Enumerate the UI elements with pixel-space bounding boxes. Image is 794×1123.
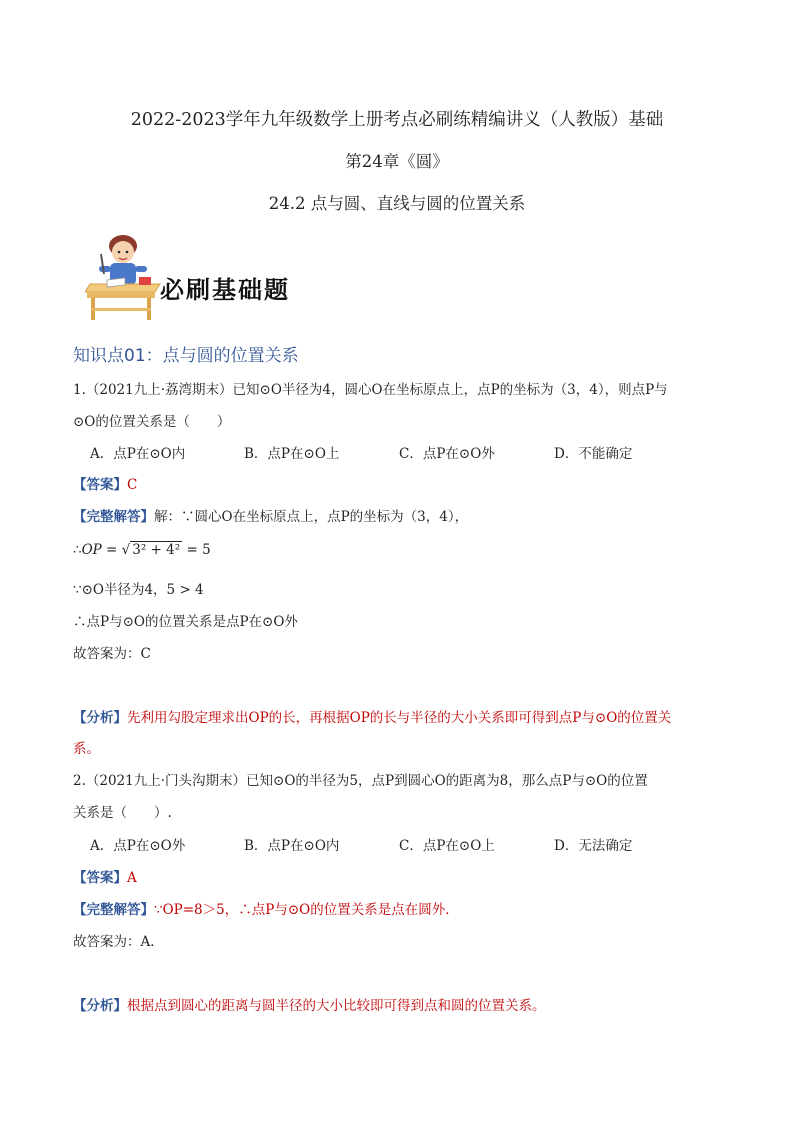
q2-option-d: D．无法确定	[554, 838, 633, 854]
q1-stem-line2: ⊙O的位置关系是（ ）	[73, 414, 231, 430]
q1-final-answer: 故答案为：C	[73, 646, 151, 662]
result: = 5	[182, 542, 211, 558]
q1-analysis-line1	[73, 706, 671, 726]
q1-solution-line4: ∴点P与⊙O的位置关系是点P在⊙O外	[73, 614, 298, 630]
q1-solution-line3: ∵⊙O半径为4，5 > 4	[73, 582, 204, 598]
solution-text: ∵OP=8＞5，∴点P与⊙O的位置关系是点在圆外．	[154, 902, 459, 918]
q1-option-d: D．不能确定	[554, 446, 633, 462]
q1-option-a: A．点P在⊙O内	[90, 446, 186, 462]
solution-tag: 【完整解答】	[73, 509, 154, 525]
q1-option-b: B．点P在⊙O上	[244, 446, 340, 462]
equals-sign: =	[101, 542, 122, 558]
q2-analysis-line1	[73, 994, 546, 1014]
answer-tag: 【答案】	[73, 870, 127, 886]
q2-option-c: C．点P在⊙O上	[399, 838, 495, 854]
solution-tag: 【完整解答】	[73, 902, 154, 918]
solution-text: 解：∵圆心O在坐标原点上，点P的坐标为（3，4），	[154, 509, 469, 525]
analysis-tag: 【分析】	[73, 998, 127, 1014]
q2-option-b: B．点P在⊙O内	[244, 838, 340, 854]
q1-solution-line2: ∴OP = √ 3² + 4² = 5	[73, 542, 211, 558]
analysis-text: 根据点到圆心的距离与圆半径的大小比较即可得到点和圆的位置关系。	[127, 998, 546, 1014]
q2-solution-line1	[73, 898, 459, 918]
q2-final-answer: 故答案为：A．	[73, 934, 164, 950]
q2-stem-line2: 关系是（ ）.	[73, 805, 172, 821]
logo-text: 必刷基础题	[160, 275, 290, 304]
therefore-symbol: ∴	[73, 542, 82, 558]
op-variable: OP	[81, 542, 102, 558]
sqrt-expression: 3² + 4²	[132, 542, 181, 558]
chapter-title: 第24章《圆》	[345, 152, 449, 171]
q2-stem-line1: 2.（2021九上·门头沟期末）已知⊙O的半径为5，点P到圆心O的距离为8，那么点P与⊙O的位置	[73, 773, 648, 789]
document-title: 2022-2023学年九年级数学上册考点必刷练精编讲义（人教版）基础	[130, 110, 664, 130]
answer-tag: 【答案】	[73, 477, 127, 493]
q1-option-c: C．点P在⊙O外	[399, 446, 495, 462]
answer-value: A	[127, 870, 137, 886]
q1-solution-line1	[73, 505, 468, 525]
analysis-tag: 【分析】	[73, 710, 127, 726]
knowledge-point-heading: 知识点01：点与圆的位置关系	[73, 346, 299, 366]
q1-stem-line1: 1.（2021九上·荔湾期末）已知⊙O半径为4，圆心O在坐标原点上，点P的坐标为（3，4），则点P与	[73, 382, 668, 398]
q1-analysis-line2: 系。	[73, 741, 100, 757]
q2-answer	[73, 866, 137, 886]
answer-value: C	[127, 477, 138, 493]
q2-option-a: A．点P在⊙O外	[90, 838, 186, 854]
q1-answer	[73, 473, 137, 493]
analysis-text: 先利用勾股定理求出OP的长，再根据OP的长与半径的大小关系即可得到点P与⊙O的位置关	[127, 710, 672, 726]
section-heading: 24.2 点与圆、直线与圆的位置关系	[268, 194, 526, 213]
